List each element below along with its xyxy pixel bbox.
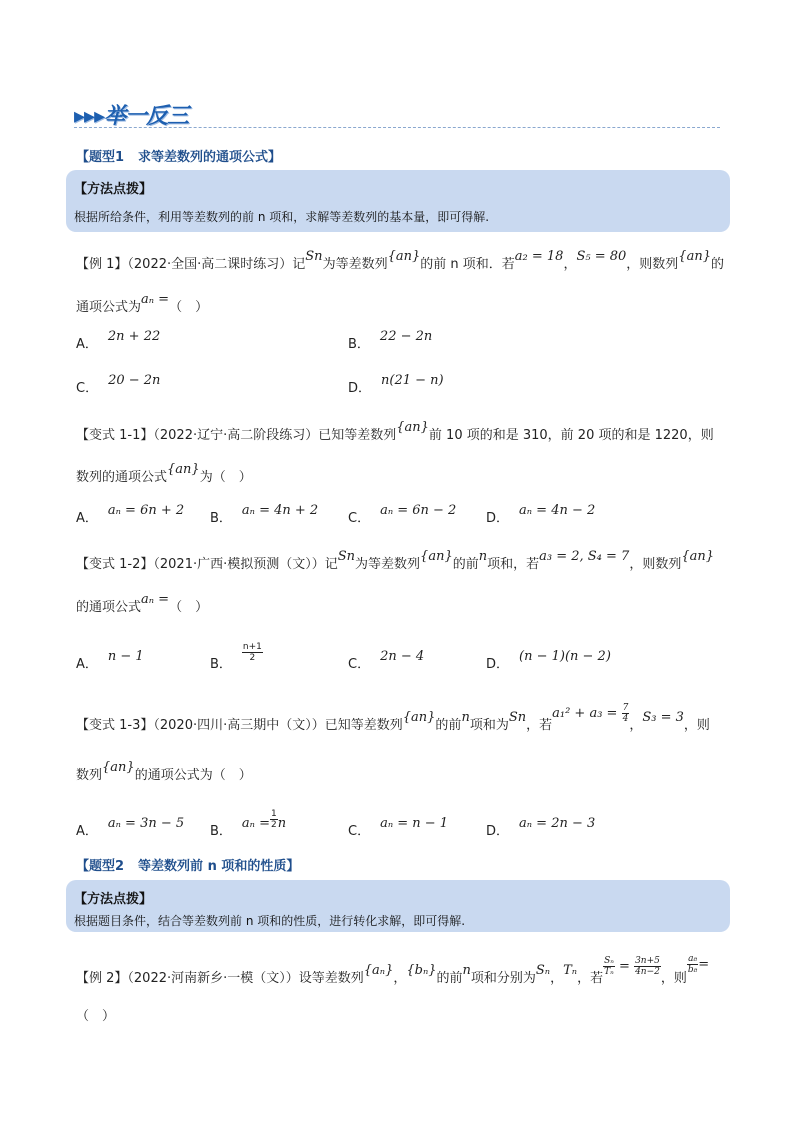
option-letter: C．: [348, 511, 371, 526]
ask-fraction: [687, 954, 698, 975]
option-expr: 2n + 22: [107, 329, 161, 344]
math-condition: [552, 703, 629, 724]
math-an-seq: {an}: [402, 710, 436, 725]
text: ，: [629, 718, 643, 733]
fraction-denominator: 2: [249, 653, 256, 663]
type1-heading: [76, 146, 281, 165]
math-condition: a₃ = 2, S₄ = 7: [539, 549, 630, 564]
text: 的前 n 项和．若: [420, 257, 515, 272]
math-ratio-condition: $\frac{\text{Sₙ}}{\text{Tₙ}}$ = $\frac{3n+5}{4n-2}$: [604, 956, 660, 977]
math-n: n: [478, 549, 488, 564]
example2-line2: [76, 1005, 115, 1024]
text: 的通项公式: [76, 600, 142, 615]
example2-source: （2022·河南新乡·一模（文））: [127, 971, 299, 986]
text: 项和分别为: [470, 971, 536, 986]
text: 记: [292, 257, 306, 272]
option-letter: B．: [210, 824, 232, 839]
ratio-left: [603, 956, 615, 977]
method-tip-title: 【方法点拨】: [74, 892, 153, 907]
option-a[interactable]: [76, 816, 185, 839]
option-c[interactable]: [348, 649, 425, 672]
option-d[interactable]: [486, 816, 596, 839]
fraction-numerator: Sₙ: [604, 956, 614, 966]
option-fraction: [270, 809, 278, 830]
text: 设等差数列: [298, 971, 364, 986]
text: ，则: [683, 718, 710, 733]
option-d[interactable]: [486, 503, 596, 526]
example2-line1: [76, 954, 710, 989]
option-expr: (n − 1)(n − 2): [519, 649, 611, 664]
option-b[interactable]: [210, 809, 287, 842]
fraction-numerator: 3n+5: [635, 956, 660, 966]
text: ，则数列: [626, 257, 679, 272]
math-an-seq: {an}: [387, 249, 421, 264]
variant13-line2: [76, 760, 252, 783]
section-logo: ▸▸▸举一反三: [74, 104, 189, 129]
math-bn-seq: {bₙ}: [406, 963, 437, 978]
option-letter: D．: [348, 381, 372, 396]
option-a[interactable]: [76, 329, 161, 352]
text: 前 10 项的和是 310，前 20 项的和是 1220，则: [428, 428, 714, 443]
option-expr: aₙ = 4n − 2: [519, 503, 596, 518]
math-Sn: Sn: [508, 710, 527, 725]
text: ，则: [660, 971, 687, 986]
math-an-seq: {an}: [420, 549, 453, 564]
option-letter: D．: [486, 511, 510, 526]
text: 的通项公式为（ ）: [134, 768, 252, 783]
math-Sn: Sn: [305, 249, 323, 264]
type2-heading-text: 等差数列前 n 项和的性质】: [138, 859, 300, 874]
option-letter: A．: [76, 337, 98, 352]
option-expr: aₙ = n − 1: [380, 816, 449, 831]
example1-line1: [76, 249, 724, 272]
option-expr: 22 − 2n: [379, 329, 433, 344]
example1-line2: [76, 292, 209, 315]
text: 的: [710, 257, 724, 272]
text: 通项公式为: [76, 300, 142, 315]
fraction-denominator: Tₙ: [604, 967, 614, 977]
variant11-source: （2022·辽宁·高二阶段练习）: [153, 428, 319, 443]
math-n: n: [461, 710, 470, 725]
equals-sign: =: [698, 957, 710, 972]
option-expr: aₙ = 3n − 5: [107, 816, 185, 831]
option-expr: aₙ = 4n + 2: [241, 503, 319, 518]
option-expr: n − 1: [107, 649, 144, 664]
option-letter: B．: [210, 657, 232, 672]
option-c[interactable]: [348, 503, 457, 526]
option-expr-right: n: [277, 816, 287, 831]
math-an-seq: {an}: [678, 249, 711, 264]
option-expr: 2n − 4: [380, 649, 425, 664]
option-fraction: [242, 642, 263, 663]
variant12-source: （2021·广西·模拟预测（文））: [153, 557, 325, 572]
text: 的前: [435, 718, 462, 733]
option-expr: aₙ = 6n − 2: [380, 503, 457, 518]
variant12-label: 【变式 1-2】: [76, 557, 154, 572]
option-d[interactable]: [486, 649, 611, 672]
math-a2: a₂ = 18: [514, 249, 564, 264]
fraction-denominator: 4n−2: [635, 967, 660, 977]
text: 项和，若: [487, 557, 540, 572]
text: ，: [563, 257, 577, 272]
option-letter: D．: [486, 657, 510, 672]
math-an-seq: {an}: [167, 462, 200, 477]
example2-label: 【例 2】: [76, 971, 128, 986]
option-letter: A．: [76, 657, 98, 672]
text: 为等差数列: [355, 557, 421, 572]
text: 为等差数列: [322, 257, 388, 272]
math-an-eq: aₙ =: [141, 592, 170, 607]
math-an-seq: {an}: [681, 549, 715, 564]
type2-heading-bracket: 【题型2: [76, 859, 125, 874]
variant12-line1: [76, 549, 715, 572]
option-b[interactable]: [348, 329, 433, 352]
answer-paren: （ ）: [169, 300, 209, 315]
option-c[interactable]: [348, 816, 449, 839]
option-letter: D．: [486, 824, 510, 839]
text: 已知等差数列: [324, 718, 403, 733]
ratio-right: [634, 956, 661, 977]
text: ，若: [526, 718, 553, 733]
math-Sn: Sₙ: [535, 963, 551, 978]
option-b[interactable]: [210, 642, 263, 675]
option-expr: aₙ = 6n + 2: [107, 503, 185, 518]
header-divider: [74, 127, 720, 128]
math-Tn: Tₙ: [563, 963, 578, 978]
fraction-numerator: a₈: [688, 954, 698, 964]
text: 项和为: [469, 718, 509, 733]
variant11-label: 【变式 1-1】: [76, 428, 154, 443]
fraction-numerator: 1: [270, 809, 277, 819]
text: ，: [550, 971, 564, 986]
method-tip-title: 【方法点拨】: [74, 182, 153, 197]
fraction-denominator: 2: [270, 820, 277, 830]
math-an-seq: {aₙ}: [363, 963, 394, 978]
math-S5: S₅ = 80: [576, 249, 627, 264]
type1-heading-text: 求等差数列的通项公式】: [138, 150, 282, 165]
math-n: n: [462, 963, 471, 978]
type2-heading: [76, 855, 299, 874]
text: 的前: [452, 557, 479, 572]
text: ，则数列: [629, 557, 682, 572]
text: 为（ ）: [199, 470, 252, 485]
fraction-numerator: n+1: [242, 642, 262, 652]
option-a[interactable]: [76, 503, 185, 526]
variant13-label: 【变式 1-3】: [76, 718, 154, 733]
option-d[interactable]: [348, 373, 444, 396]
text: 的前: [436, 971, 463, 986]
option-letter: A．: [76, 511, 98, 526]
text: 记: [324, 557, 338, 572]
text: 已知等差数列: [318, 428, 397, 443]
variant13-source: （2020·四川·高三期中（文））: [153, 718, 325, 733]
text: ，若: [577, 971, 604, 986]
option-a[interactable]: [76, 649, 144, 672]
answer-paren: （ ）: [169, 600, 209, 615]
variant11-line1: [76, 420, 714, 443]
example1-label: 【例 1】: [76, 257, 128, 272]
option-letter: A．: [76, 824, 98, 839]
type1-heading-bracket: 【题型1: [76, 150, 125, 165]
math-an-eq: aₙ =: [141, 292, 170, 307]
option-letter: C．: [348, 824, 371, 839]
option-expr: aₙ = 2n − 3: [519, 816, 596, 831]
text: 数列: [76, 768, 103, 783]
math-an-seq: {an}: [102, 760, 135, 775]
option-c[interactable]: [76, 373, 161, 396]
option-letter: C．: [76, 381, 99, 396]
option-letter: C．: [348, 657, 371, 672]
example1-source: （2022·全国·高二课时练习）: [127, 257, 293, 272]
math-ask: [687, 954, 710, 975]
method-tip-box-2: [66, 880, 730, 932]
variant12-line2: [76, 592, 209, 615]
condition-left: a₁² + a₃ =: [552, 706, 618, 721]
text: 数列的通项公式: [76, 470, 168, 485]
condition-fraction: [622, 703, 630, 724]
math-Sn: Sn: [337, 549, 356, 564]
option-letter: B．: [210, 511, 232, 526]
option-expr: 20 − 2n: [108, 373, 161, 388]
option-expr-left: aₙ =: [241, 816, 270, 831]
option-letter: B．: [348, 337, 370, 352]
answer-paren: （ ）: [76, 1009, 116, 1024]
method-tip-body: 根据所给条件，利用等差数列的前 n 项和，求解等差数列的基本量，即可得解.: [74, 210, 490, 224]
method-tip-body: 根据题目条件，结合等差数列前 n 项和的性质，进行转化求解，即可得解.: [74, 914, 466, 928]
fraction-numerator: 7: [622, 703, 629, 713]
fraction-denominator: 4: [622, 714, 629, 724]
math-an-seq: {an}: [396, 420, 429, 435]
fraction-denominator: b₈: [687, 965, 698, 975]
variant11-line2: [76, 462, 252, 485]
math-S3: S₃ = 3: [642, 710, 684, 725]
variant13-line1: [76, 703, 710, 736]
option-expr: n(21 − n): [381, 373, 444, 388]
text: ，: [393, 971, 407, 986]
option-b[interactable]: [210, 503, 319, 526]
method-tip-box-1: [66, 170, 730, 232]
